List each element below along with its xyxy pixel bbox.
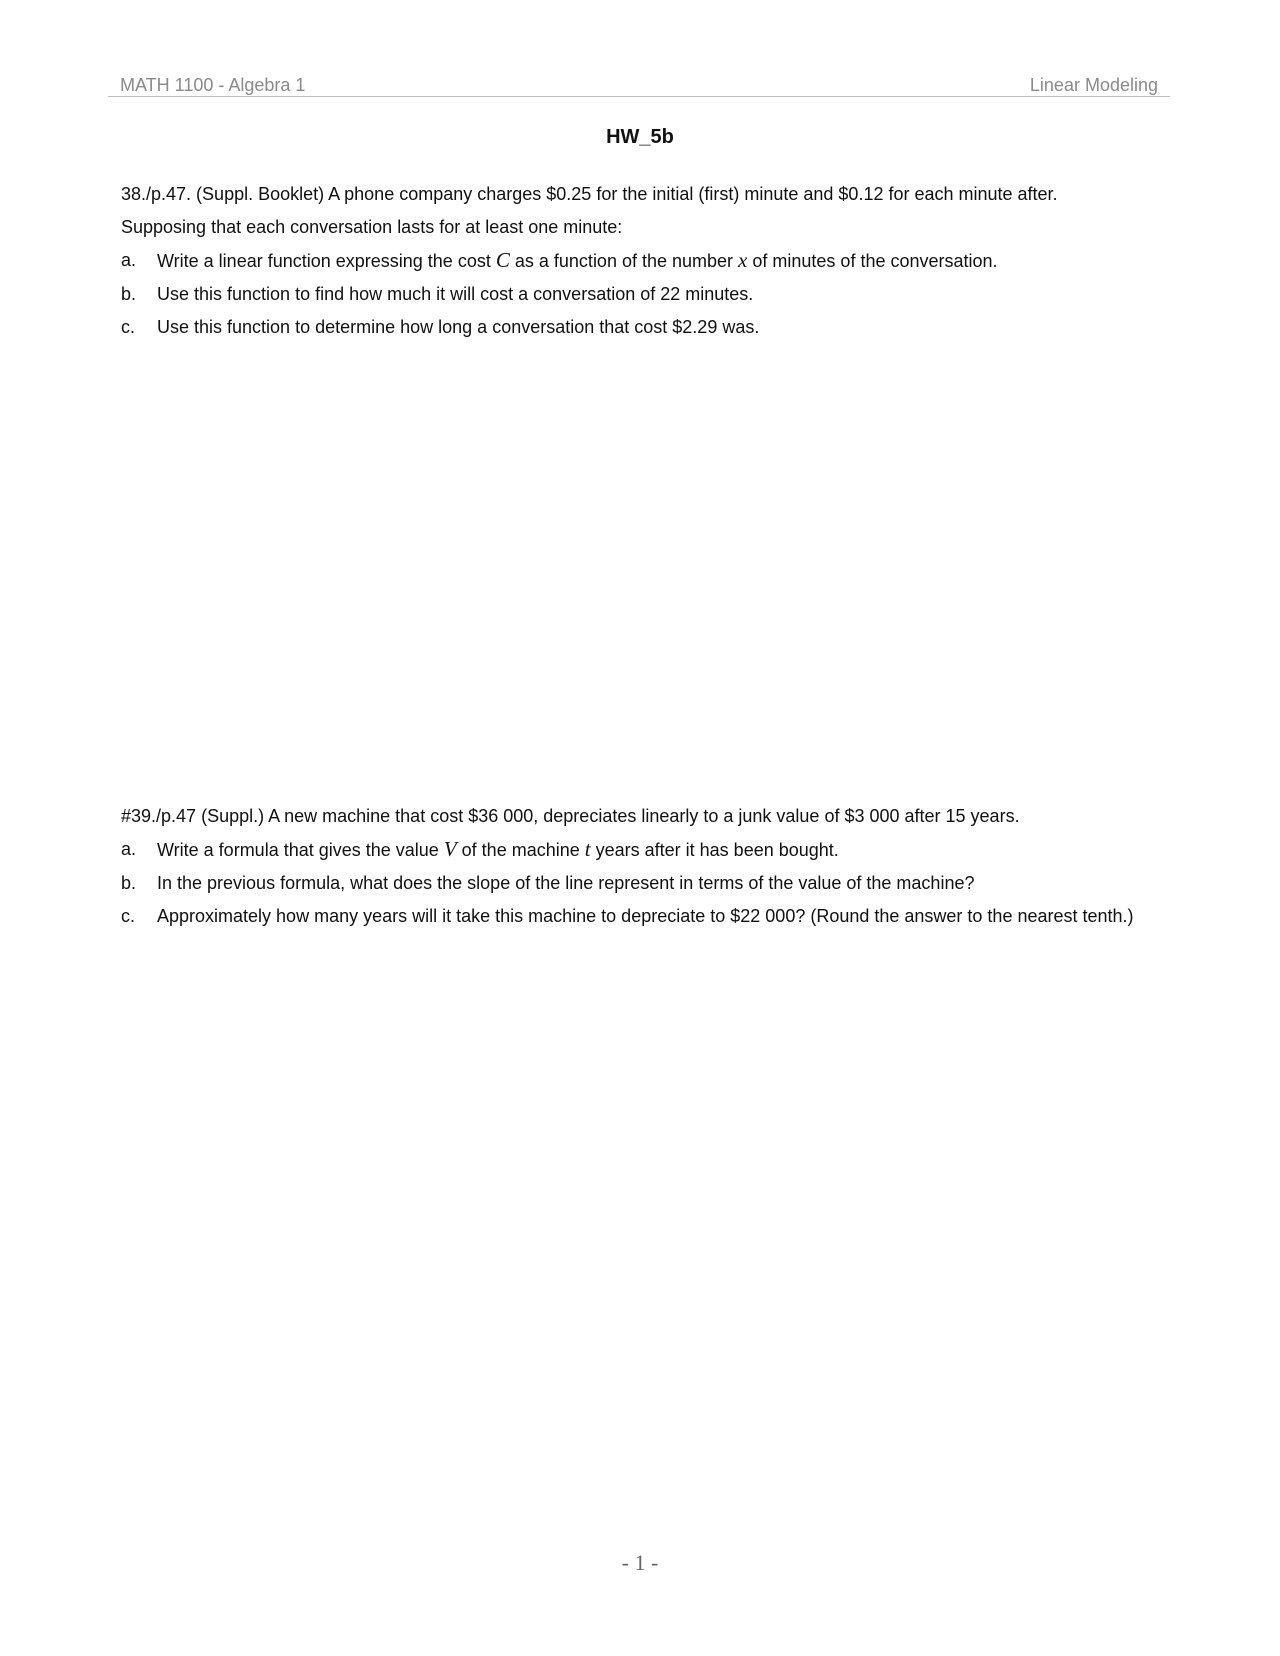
section-title: Linear Modeling xyxy=(1029,75,1158,95)
course-title: MATH 1100 - Algebra 1 xyxy=(120,75,306,95)
part-label: a. xyxy=(121,250,137,270)
problem-38 xyxy=(121,178,1141,344)
part-text: as a function of the number xyxy=(514,251,734,271)
problem-part-a xyxy=(121,244,1141,278)
math-variable: t xyxy=(584,837,591,861)
math-variable: C xyxy=(495,248,510,272)
page-header xyxy=(108,74,1170,97)
problem-stem: 38./p.47. (Suppl. Booklet) A phone company charges $0.25 for the initial (first) minute and $0.12 for each minute after. Supposing that each conversation lasts for at least one minute: xyxy=(121,184,1058,237)
part-text: In the previous formula, what does the slope of the line represent in terms of the value of the machine? xyxy=(157,873,975,893)
part-text: years after it has been bought. xyxy=(595,840,839,860)
problem-39 xyxy=(121,800,1141,933)
problem-part-c xyxy=(121,900,1141,933)
part-label: b. xyxy=(121,873,137,893)
problem-part-b xyxy=(121,278,1141,311)
part-text: Write a formula that gives the value xyxy=(157,840,439,860)
math-variable: x xyxy=(738,248,748,272)
math-variable: V xyxy=(443,837,457,861)
part-text: Use this function to find how much it will cost a conversation of 22 minutes. xyxy=(157,284,754,304)
part-label: a. xyxy=(121,839,137,859)
part-text: Use this function to determine how long a conversation that cost $2.29 was. xyxy=(157,317,760,337)
part-text: Approximately how many years will it take this machine to depreciate to $22 000? (Round the answer to the nearest tenth.) xyxy=(157,906,1134,926)
problem-part-a xyxy=(121,833,1141,867)
page-title: HW_5b xyxy=(606,126,674,148)
part-text: Write a linear function expressing the cost xyxy=(157,251,491,271)
part-label: b. xyxy=(121,284,137,304)
part-label: c. xyxy=(121,906,136,926)
problem-part-b xyxy=(121,867,1141,900)
part-label: c. xyxy=(121,317,136,337)
problem-part-c xyxy=(121,311,1141,344)
part-text: of minutes of the conversation. xyxy=(752,251,998,271)
problem-stem: #39./p.47 (Suppl.) A new machine that cost $36 000, depreciates linearly to a junk value of $3 000 after 15 years. xyxy=(121,806,1020,826)
page-number: - 1 - xyxy=(621,1550,659,1575)
part-text: of the machine xyxy=(461,840,580,860)
